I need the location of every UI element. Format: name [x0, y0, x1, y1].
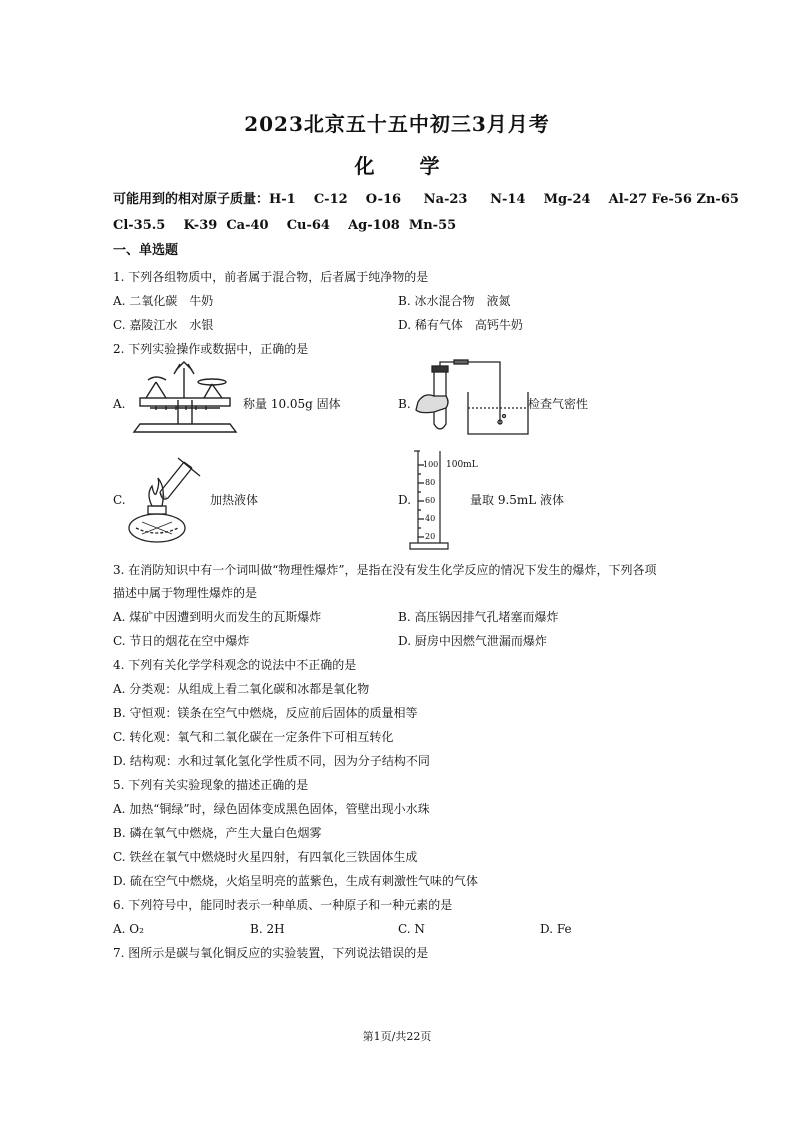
q5-option-a: A. 加热“铜绿”时，绿色固体变成黑色固体，管壁出现小水珠 — [113, 802, 430, 816]
atomic-masses-line-1: 可能用到的相对原子质量：H-1 C-12 O-16 Na-23 N-14 Mg-24 Al-27 Fe-56 Zn-65 — [113, 192, 739, 207]
page-title: 2023北京五十五中初三3月月考 — [244, 112, 550, 136]
q2-option-d-text: 量取 9.5mL 液体 — [470, 493, 565, 507]
q5-option-b: B. 磷在氧气中燃烧，产生大量白色烟雾 — [113, 826, 322, 840]
atomic-masses-line-2: Cl-35.5 K-39 Ca-40 Cu-64 Ag-108 Mn-55 — [113, 218, 457, 233]
q2-option-c-letter: C. — [113, 493, 126, 507]
q6-option-b: B. 2H — [250, 922, 285, 936]
q1-option-a: A. 二氧化碳 牛奶 — [113, 294, 214, 308]
q6-option-d: D. Fe — [540, 922, 572, 936]
q1-option-b: B. 冰水混合物 液氮 — [398, 294, 511, 308]
q5-option-d: D. 硫在空气中燃烧，火焰呈明亮的蓝紫色，生成有刺激性气味的气体 — [113, 874, 478, 888]
q4-option-a: A. 分类观：从组成上看二氧化碳和冰都是氧化物 — [113, 682, 370, 696]
q3-stem-line-1: 3. 在消防知识中有一个词叫做“物理性爆炸”，是指在没有发生化学反应的情况下发生的爆炸，下列各项 — [113, 563, 657, 577]
q4-stem: 4. 下列有关化学学科观念的说法中不正确的是 — [113, 658, 357, 672]
subject-char-right: 学 — [419, 154, 440, 178]
q1-option-d: D. 稀有气体 高钙牛奶 — [398, 318, 523, 332]
cylinder-mark-80: 80 — [425, 478, 436, 487]
q3-option-a: A. 煤矿中因遭到明火而发生的瓦斯爆炸 — [113, 610, 322, 624]
q6-option-a: A. O₂ — [113, 922, 144, 936]
cylinder-mark-100: 100 — [423, 460, 439, 469]
q7-stem: 7. 图所示是碳与氧化铜反应的实验装置，下列说法错误的是 — [113, 946, 429, 960]
q4-option-d: D. 结构观：水和过氧化氢化学性质不同，因为分子结构不同 — [113, 754, 430, 768]
q5-stem: 5. 下列有关实验现象的描述正确的是 — [113, 778, 309, 792]
subject-title — [0, 150, 794, 179]
q3-stem-line-2: 描述中属于物理性爆炸的是 — [113, 586, 258, 600]
cylinder-capacity-label: 100mL — [446, 460, 478, 470]
q5-option-c: C. 铁丝在氧气中燃烧时火星四射，有四氧化三铁固体生成 — [113, 850, 418, 864]
q2-option-d-letter: D. — [398, 493, 412, 507]
q2-stem: 2. 下列实验操作或数据中，正确的是 — [113, 342, 309, 356]
subject-char-left: 化 — [354, 154, 375, 178]
q6-option-c: C. N — [398, 922, 425, 936]
q4-option-c: C. 转化观：氧气和二氧化碳在一定条件下可相互转化 — [113, 730, 394, 744]
q3-option-d: D. 厨房中因燃气泄漏而爆炸 — [398, 634, 547, 648]
section-heading: 一、单选题 — [113, 243, 179, 258]
cylinder-mark-20: 20 — [425, 532, 436, 541]
heating-liquid-figure — [122, 452, 204, 544]
cylinder-mark-40: 40 — [425, 514, 436, 523]
q4-option-b: B. 守恒观：镁条在空气中燃烧，反应前后固体的质量相等 — [113, 706, 418, 720]
q2-option-a-letter: A. — [113, 397, 126, 411]
q3-option-b: B. 高压锅因排气孔堵塞而爆炸 — [398, 610, 559, 624]
q2-option-a-text: 称量 10.05g 固体 — [243, 397, 341, 411]
q1-stem: 1. 下列各组物质中，前者属于混合物，后者属于纯净物的是 — [113, 270, 429, 284]
q2-option-b-text: 检查气密性 — [528, 397, 589, 411]
q1-option-c: C. 嘉陵江水 水银 — [113, 318, 214, 332]
q3-option-c: C. 节日的烟花在空中爆炸 — [113, 634, 250, 648]
q2-option-b-letter: B. — [398, 397, 411, 411]
q6-stem: 6. 下列符号中，能同时表示一种单质、一种原子和一种元素的是 — [113, 898, 453, 912]
page-footer: 第1页/共22页 — [362, 1030, 432, 1043]
q2-option-c-text: 加热液体 — [210, 493, 259, 507]
cylinder-mark-60: 60 — [425, 496, 436, 505]
balance-scale-figure — [126, 360, 244, 440]
